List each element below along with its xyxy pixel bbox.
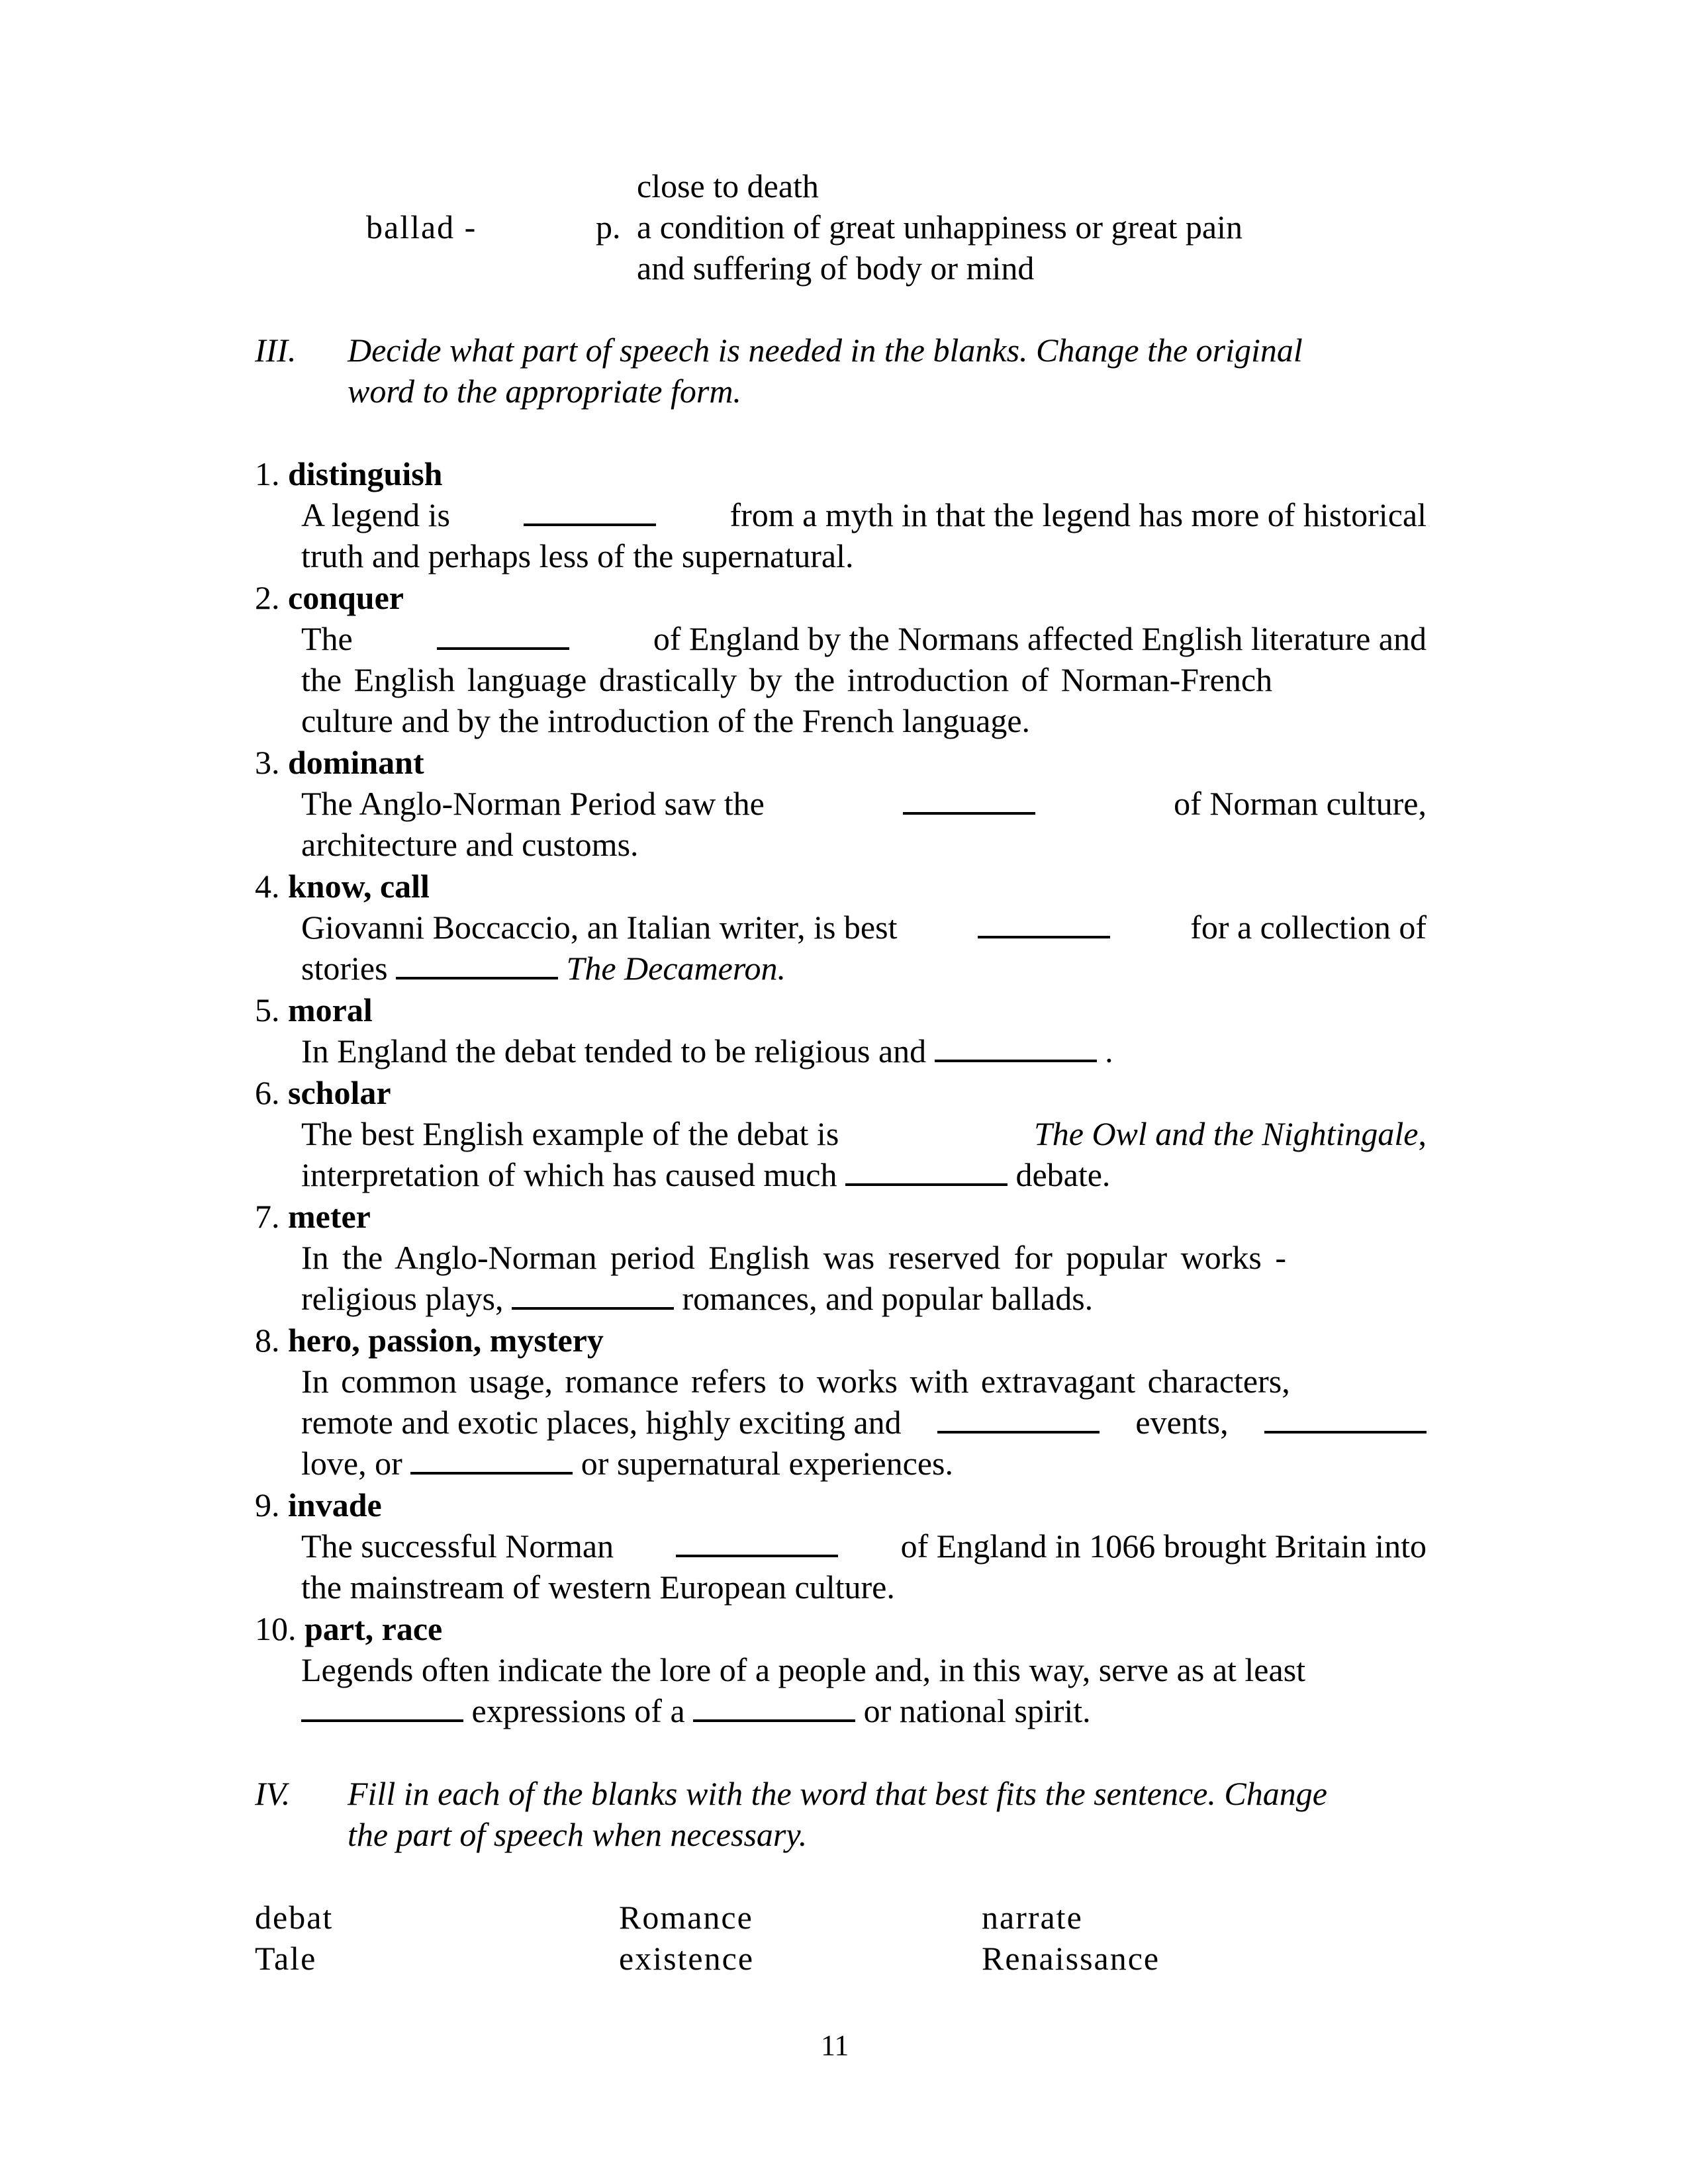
answer-blank[interactable] xyxy=(437,618,569,650)
item-sentence: remote and exotic places, highly exciting and events, xyxy=(301,1402,1427,1443)
item-sentence: the mainstream of western European culture. xyxy=(301,1569,895,1606)
item-sentence: the English language drastically by the introduction of Norman-French xyxy=(301,661,1273,698)
item-heading: 1. distinguish xyxy=(255,455,443,492)
answer-blank[interactable] xyxy=(903,783,1035,815)
item-heading: 4. know, call xyxy=(255,868,430,905)
answer-blank[interactable] xyxy=(1264,1402,1427,1433)
item-sentence: The Anglo-Norman Period saw the of Norman culture, xyxy=(301,783,1427,824)
answer-blank[interactable] xyxy=(512,1278,674,1310)
section-3-instruction: Decide what part of speech is needed in the blanks. Change the original xyxy=(348,332,1303,369)
item-sentence: Legends often indicate the lore of a people and, in this way, serve as at least xyxy=(301,1651,1306,1688)
definition-continuation: close to death xyxy=(637,167,819,205)
book-title: The Decameron. xyxy=(566,950,786,987)
answer-blank[interactable] xyxy=(937,1402,1100,1433)
item-sentence: stories The Decameron. xyxy=(301,948,786,989)
item-sentence: truth and perhaps less of the supernatural. xyxy=(301,537,854,574)
word-bank-item: Romance xyxy=(619,1899,753,1936)
definition-line: and suffering of body or mind xyxy=(637,250,1035,287)
item-heading: 3. dominant xyxy=(255,744,424,781)
answer-blank[interactable] xyxy=(396,948,558,979)
item-heading: 5. moral xyxy=(255,991,373,1028)
item-sentence: religious plays, romances, and popular ballads. xyxy=(301,1278,1093,1319)
item-sentence: love, or or supernatural experiences. xyxy=(301,1443,953,1484)
answer-blank[interactable] xyxy=(935,1030,1097,1062)
item-sentence: interpretation of which has caused much debate. xyxy=(301,1154,1110,1195)
section-3-instruction: word to the appropriate form. xyxy=(348,373,741,410)
item-sentence: The successful Norman of England in 1066 brought Britain into xyxy=(301,1525,1427,1567)
answer-blank[interactable] xyxy=(410,1443,573,1475)
word-bank-item: narrate xyxy=(982,1899,1083,1936)
item-sentence: In the Anglo-Norman period English was reserved for popular works - xyxy=(301,1239,1286,1276)
answer-blank[interactable] xyxy=(301,1690,463,1722)
answer-blank[interactable] xyxy=(693,1690,855,1722)
item-heading: 6. scholar xyxy=(255,1074,391,1111)
answer-blank[interactable] xyxy=(845,1154,1008,1186)
book-title: The Owl and the Nightingale xyxy=(1033,1115,1419,1152)
section-3-roman: III. xyxy=(255,332,297,369)
item-sentence: In England the debat tended to be religious and . xyxy=(301,1030,1113,1071)
item-heading: 2. conquer xyxy=(255,579,404,616)
item-sentence: culture and by the introduction of the French language. xyxy=(301,702,1031,739)
definition-letter: p. xyxy=(596,208,621,246)
item-sentence: Giovanni Boccaccio, an Italian writer, is best for a collection of xyxy=(301,907,1427,948)
item-heading: 8. hero, passion, mystery xyxy=(255,1322,604,1359)
item-heading: 9. invade xyxy=(255,1486,382,1524)
section-4-instruction: the part of speech when necessary. xyxy=(348,1816,808,1853)
item-sentence: architecture and customs. xyxy=(301,826,639,863)
item-heading: 7. meter xyxy=(255,1198,371,1235)
page-number: 11 xyxy=(821,2029,849,2062)
vocab-term: ballad - xyxy=(366,208,477,246)
section-4-instruction: Fill in each of the blanks with the word that best fits the sentence. Change xyxy=(348,1775,1327,1812)
word-bank-item: existence xyxy=(619,1940,755,1977)
section-4-roman: IV. xyxy=(255,1775,291,1812)
item-sentence: expressions of a or national spirit. xyxy=(301,1690,1091,1731)
answer-blank[interactable] xyxy=(524,494,656,526)
answer-blank[interactable] xyxy=(978,907,1110,938)
answer-blank[interactable] xyxy=(676,1525,838,1557)
item-heading: 10. part, race xyxy=(255,1610,443,1647)
item-sentence: A legend is from a myth in that the legend has more of historical xyxy=(301,494,1427,535)
definition-line: a condition of great unhappiness or great pain xyxy=(637,208,1243,246)
item-sentence: In common usage, romance refers to works with extravagant characters, xyxy=(301,1363,1290,1400)
word-bank-item: Tale xyxy=(255,1940,317,1977)
word-bank-item: debat xyxy=(255,1899,334,1936)
word-bank-item: Renaissance xyxy=(982,1940,1160,1977)
item-sentence: The best English example of the debat is The Owl and the Nightingale, xyxy=(301,1115,1427,1152)
item-sentence: The of England by the Normans affected English literature and xyxy=(301,618,1427,659)
